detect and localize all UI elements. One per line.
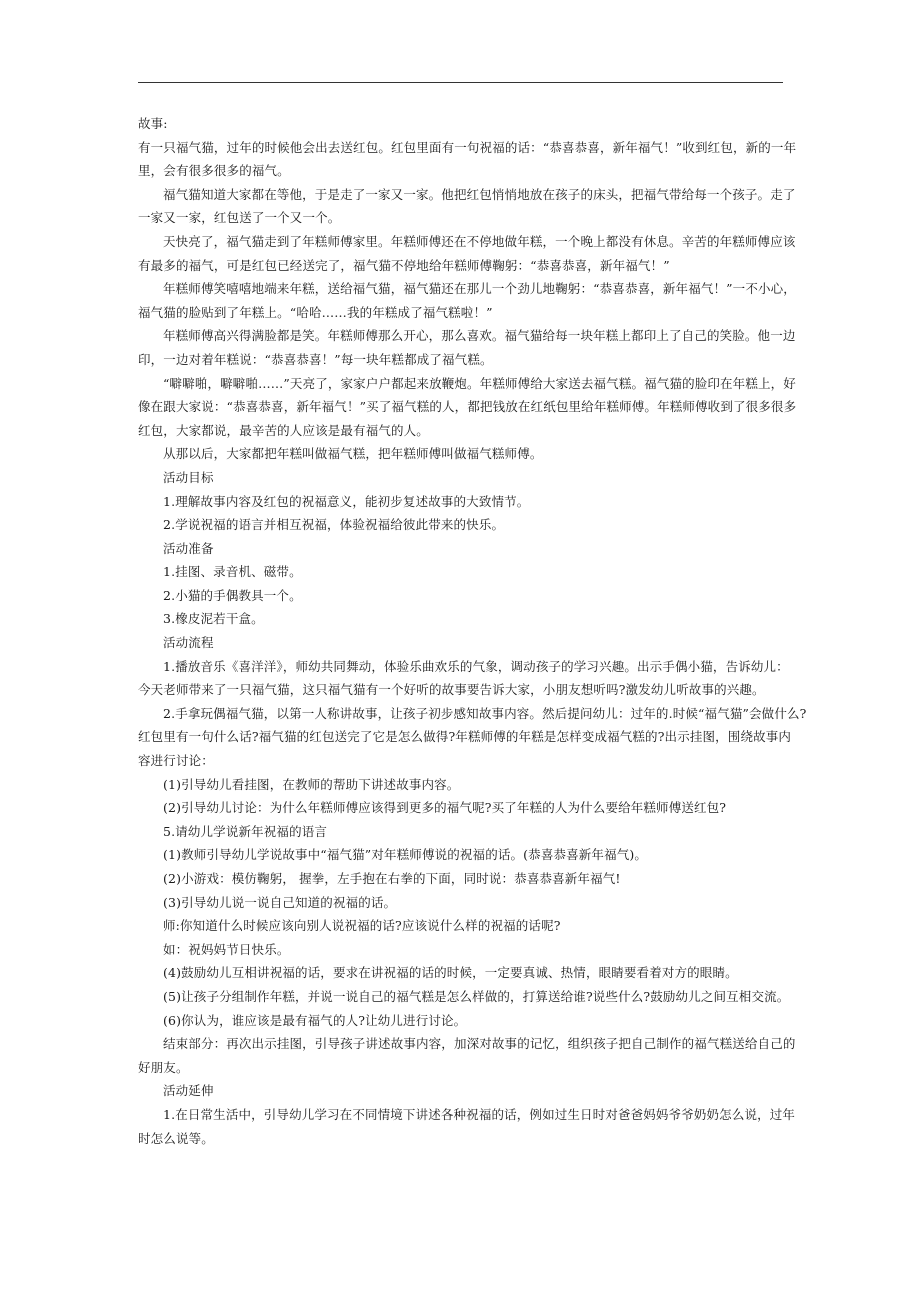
- text-line: 福气猫的脸贴到了年糕上。“哈哈……我的年糕成了福气糕啦！”: [138, 304, 493, 320]
- text-line: 一家又一家，红包送了一个又一个。: [138, 210, 341, 226]
- text-line: 福气猫知道大家都在等他，于是走了一家又一家。他把红包悄悄地放在孩子的床头，把福气带给每一个孩子。走了: [163, 186, 796, 202]
- text-line: 红包里有一句什么话?福气猫的红包送完了它是怎么做得?年糕师傅的年糕是怎样变成福气糕的?出示挂图，围绕故事内: [138, 729, 792, 745]
- text-line: (1)教师引导幼儿学说故事中“福气猫”对年糕师傅说的祝福的话。(恭喜恭喜新年福气)。: [163, 847, 648, 863]
- text-line: 年糕师傅高兴得满脸都是笑。年糕师傅那么开心，那么喜欢。福气猫给每一块年糕上都印上了自己的笑脸。他一边: [163, 328, 796, 344]
- text-line: 像在跟大家说：“恭喜恭喜，新年福气！”买了福气糕的人，都把钱放在红纸包里给年糕师傅。年糕师傅收到了很多很多: [138, 399, 797, 415]
- text-line: 如：祝妈妈节日快乐。: [163, 941, 290, 957]
- text-line: 1.挂图、录音机、磁带。: [163, 564, 302, 580]
- text-line: 印，一边对着年糕说：“恭喜恭喜！”每一块年糕都成了福气糕。: [138, 351, 493, 367]
- text-line: (3)引导幼儿说一说自己知道的祝福的话。: [163, 894, 397, 910]
- text-line: 今天老师带来了一只福气猫，这只福气猫有一个好听的故事要告诉大家，小朋友想听吗?激发幼儿听故事的兴趣。: [138, 682, 765, 698]
- text-line: (4)鼓励幼儿互相讲祝福的话，要求在讲祝福的话的时候，一定要真诚、热情，眼睛要看着对方的眼睛。: [163, 965, 738, 981]
- text-line: 有最多的福气，可是红包已经送完了，福气猫不停地给年糕师傅鞠躬：“恭喜恭喜，新年福气！”: [138, 257, 670, 273]
- text-line: 5.请幼儿学说新年祝福的语言: [163, 823, 328, 839]
- text-line: 红包，大家都说，最辛苦的人应该是最有福气的人。: [138, 422, 429, 438]
- text-line: 2.小猫的手偶教具一个。: [163, 587, 302, 603]
- document-body: [138, 112, 807, 1150]
- text-line: 里，会有很多很多的福气。: [138, 163, 290, 179]
- text-line: (2)小游戏：模仿鞠躬， 握拳，左手抱在右拳的下面，同时说：恭喜恭喜新年福气!: [163, 871, 621, 886]
- text-line: 1.在日常生活中，引导幼儿学习在不同情境下讲述各种祝福的话，例如过生日时对爸爸妈妈爷爷奶奶怎么说，过年: [163, 1106, 796, 1122]
- text-line: 从那以后，大家都把年糕叫做福气糕，把年糕师傅叫做福气糕师傅。: [163, 446, 543, 462]
- header-rule: [138, 82, 783, 83]
- text-line: 年糕师傅笑嘻嘻地端来年糕，送给福气猫，福气猫还在那儿一个劲儿地鞠躬：“恭喜恭喜，新年福气！”一不小心，: [163, 281, 796, 297]
- text-line: (2)引导幼儿讨论：为什么年糕师傅应该得到更多的福气呢?买了年糕的人为什么要给年糕师傅送红包?: [163, 800, 727, 816]
- text-line: 活动延伸: [163, 1083, 214, 1099]
- text-line: 故事:: [138, 116, 168, 131]
- text-line: 2.手拿玩偶福气猫，以第一人称讲故事，让孩子初步感知故事内容。然后提问幼儿：过年的.时候“福气猫”会做什么?: [163, 705, 807, 721]
- text-line: 3.橡皮泥若干盒。: [163, 611, 264, 627]
- text-line: (5)让孩子分组制作年糕，并说一说自己的福气糕是怎么样做的，打算送给谁?说些什么?鼓励幼儿之间互相交流。: [163, 988, 790, 1004]
- text-line: “噼噼啪，噼噼啪……”天亮了，家家户户都起来放鞭炮。年糕师傅给大家送去福气糕。福气猫的脸印在年糕上，好: [163, 375, 796, 391]
- text-line: 活动准备: [163, 540, 214, 556]
- text-line: 容进行讨论：: [138, 753, 214, 769]
- text-line: (6)你认为，谁应该是最有福气的人?让幼儿进行讨论。: [163, 1012, 467, 1028]
- text-line: 1.理解故事内容及红包的祝福意义，能初步复述故事的大致情节。: [163, 493, 530, 509]
- text-line: 天快亮了，福气猫走到了年糕师傅家里。年糕师傅还在不停地做年糕，一个晚上都没有休息。辛苦的年糕师傅应该: [163, 233, 796, 249]
- text-line: 活动流程: [163, 635, 214, 651]
- text-line: 时怎么说等。: [138, 1130, 214, 1146]
- text-line: 结束部分：再次出示挂图，引导孩子讲述故事内容，加深对故事的记忆，组织孩子把自己制作的福气糕送给自己的: [163, 1036, 796, 1052]
- text-line: 活动目标: [163, 469, 214, 485]
- text-line: 有一只福气猫，过年的时候他会出去送红包。红包里面有一句祝福的话：“恭喜恭喜，新年福气！”收到红包，新的一年: [138, 139, 797, 155]
- text-line: (1)引导幼儿看挂图，在教师的帮助下讲述故事内容。: [163, 776, 460, 792]
- text-line: 1.播放音乐《喜洋洋》，师幼共同舞动，体验乐曲欢乐的气象，调动孩子的学习兴趣。出示手偶小猫，告诉幼儿：: [163, 658, 789, 674]
- text-line: 师:你知道什么时候应该向别人说祝福的话?应该说什么样的祝福的话呢?: [163, 918, 561, 934]
- text-line: 好朋友。: [138, 1059, 189, 1075]
- text-line: 2.学说祝福的语言并相互祝福，体验祝福给彼此带来的快乐。: [163, 517, 505, 533]
